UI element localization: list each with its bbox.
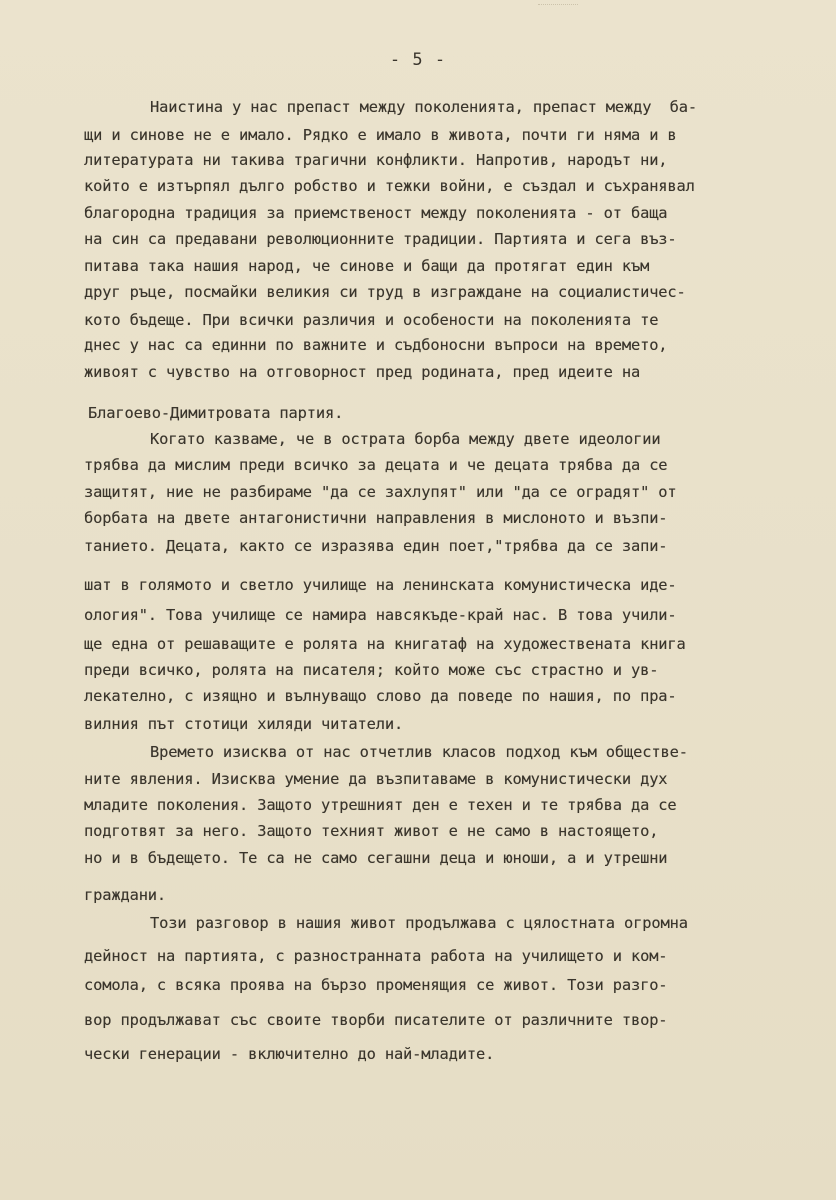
text-line: защитят, ние не разбираме "да се захлупят" или "да се оградят" от: [84, 483, 677, 501]
text-line: днес у нас са единни по важните и съдбоносни въпроси на времето,: [84, 336, 668, 354]
text-line: трябва да мислим преди всичко за децата и че децата трябва да се: [84, 456, 668, 474]
text-line: шат в голямото и светло училище на ленинската комунистическа иде-: [84, 576, 677, 594]
text-line: чески генерации - включително до най-младите.: [84, 1045, 495, 1063]
text-line: преди всичко, ролята на писателя; който може със страстно и ув-: [84, 661, 659, 679]
text-line: Този разговор в нашия живот продължава с цялостната огромна: [150, 914, 688, 932]
faint-mark: [538, 4, 578, 15]
text-line: дейност на партията, с разностранната работа на училището и ком-: [84, 947, 668, 965]
text-line: литературата ни такива трагични конфликти. Напротив, народът ни,: [84, 151, 668, 169]
text-line: питава така нашия народ, че синове и бащи да протягат един към: [84, 257, 650, 275]
text-line: благородна традиция за приемственост между поколенията - от баща: [84, 204, 668, 222]
text-line: щи и синове не е имало. Рядко е имало в живота, почти ги няма и в: [84, 126, 677, 144]
text-line: ология". Това училище се намира навсякъде-край нас. В това учили-: [84, 606, 677, 624]
text-line: Когато казваме, че в острата борба между двете идеологии: [150, 430, 661, 448]
text-line: вор продължават със своите творби писателите от различните твор-: [84, 1011, 668, 1029]
text-line: танието. Децата, както се изразява един поет,"трябва да се запи-: [84, 537, 668, 555]
text-line: граждани.: [84, 886, 167, 904]
text-line: Наистина у нас препаст между поколенията, препаст между бa-: [150, 98, 697, 116]
text-line: ните явления. Изисква умение да възпитаваме в комунистически дух: [84, 770, 668, 788]
page-number: - 5 -: [389, 50, 447, 70]
text-line: но и в бъдещето. Те са не само сегашни деца и юноши, а и утрешни: [84, 849, 668, 867]
text-line: който е изтърпял дълго робство и тежки войни, е създал и съхранявал: [84, 177, 695, 195]
text-line: лекателно, с изящно и вълнуващо слово да поведе по нашия, по пра-: [84, 687, 677, 705]
text-line: на син са предавани революционните традиции. Партията и сега въз-: [84, 230, 677, 248]
text-line: вилния път стотици хиляди читатели.: [84, 715, 404, 733]
text-line: кото бъдеще. При всички различия и особености на поколенията те: [84, 311, 659, 329]
text-line: Времето изисква от нас отчетлив класов подход към обществе-: [150, 743, 688, 761]
text-line: Благоево-Димитровата партия.: [88, 404, 344, 422]
text-line: младите поколения. Защото утрешният ден е техен и те трябва да се: [84, 796, 677, 814]
text-line: сомола, с всяка проява на бързо променящия се живот. Този разго-: [84, 976, 668, 994]
text-line: подготвят за него. Защото техният живот е не само в настоящето,: [84, 822, 659, 840]
text-line: живоят с чувство на отговорност пред родината, пред идеите на: [84, 363, 641, 381]
text-line: ще една от решаващите е ролята на книгатаф на художествената книга: [84, 635, 686, 653]
text-line: борбата на двете антагонистични направления в мислоното и възпи-: [84, 509, 668, 527]
text-line: друг ръце, посмайки великия си труд в изграждане на социалистичес-: [84, 283, 686, 301]
